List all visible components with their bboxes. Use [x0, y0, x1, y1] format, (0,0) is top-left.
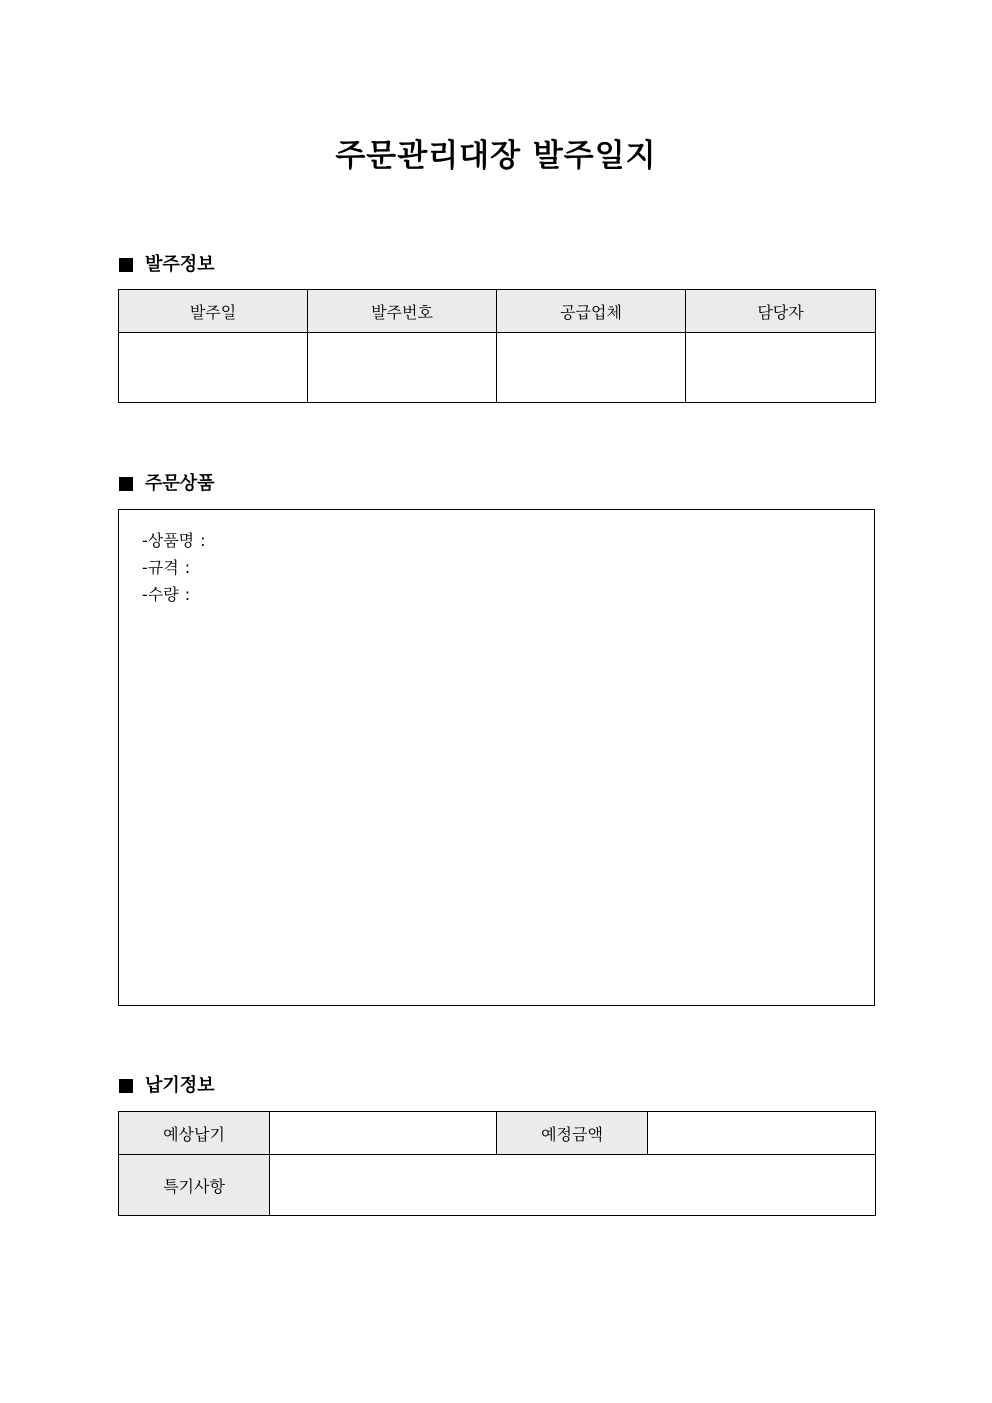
order-info-heading: [119, 253, 215, 277]
remarks-row: [119, 1155, 876, 1216]
order-info-header-row: [119, 290, 876, 333]
order-items-heading: [119, 472, 215, 496]
order-number-field[interactable]: [308, 333, 497, 403]
specification-separator: :: [184, 558, 191, 577]
delivery-info-heading-label: 납기정보: [145, 1075, 215, 1096]
delivery-info-row: [119, 1112, 876, 1155]
specification-line: [142, 554, 206, 581]
order-date-header: 발주일: [119, 290, 308, 333]
order-info-table: [118, 289, 876, 403]
delivery-info-heading: [119, 1074, 215, 1098]
supplier-field[interactable]: [497, 333, 686, 403]
planned-amount-label: 예정금액: [497, 1112, 648, 1155]
quantity-separator: :: [184, 585, 191, 604]
document-title: 주문관리대장 발주일지: [335, 138, 657, 174]
order-items-box[interactable]: [118, 509, 875, 1006]
specification-label: -규격: [142, 558, 179, 577]
order-info-value-row: [119, 333, 876, 403]
delivery-info-table: [118, 1111, 876, 1216]
manager-field[interactable]: [686, 333, 876, 403]
product-name-line: [142, 527, 206, 554]
order-info-heading-label: 발주정보: [145, 254, 215, 275]
quantity-label: -수량: [142, 585, 179, 604]
expected-delivery-field[interactable]: [270, 1112, 497, 1155]
order-items-heading-label: 주문상품: [145, 473, 215, 494]
order-number-header: 발주번호: [308, 290, 497, 333]
remarks-label: 특기사항: [119, 1155, 270, 1216]
order-date-field[interactable]: [119, 333, 308, 403]
supplier-header: 공급업체: [497, 290, 686, 333]
manager-header: 담당자: [686, 290, 876, 333]
expected-delivery-label: 예상납기: [119, 1112, 270, 1155]
product-name-label: -상품명: [142, 531, 195, 550]
product-name-separator: :: [200, 531, 206, 550]
square-bullet-icon: [119, 258, 133, 272]
remarks-field[interactable]: [270, 1155, 876, 1216]
square-bullet-icon: [119, 1079, 133, 1093]
square-bullet-icon: [119, 477, 133, 491]
quantity-line: [142, 581, 206, 608]
order-items-fields: [142, 527, 206, 608]
planned-amount-field[interactable]: [648, 1112, 876, 1155]
